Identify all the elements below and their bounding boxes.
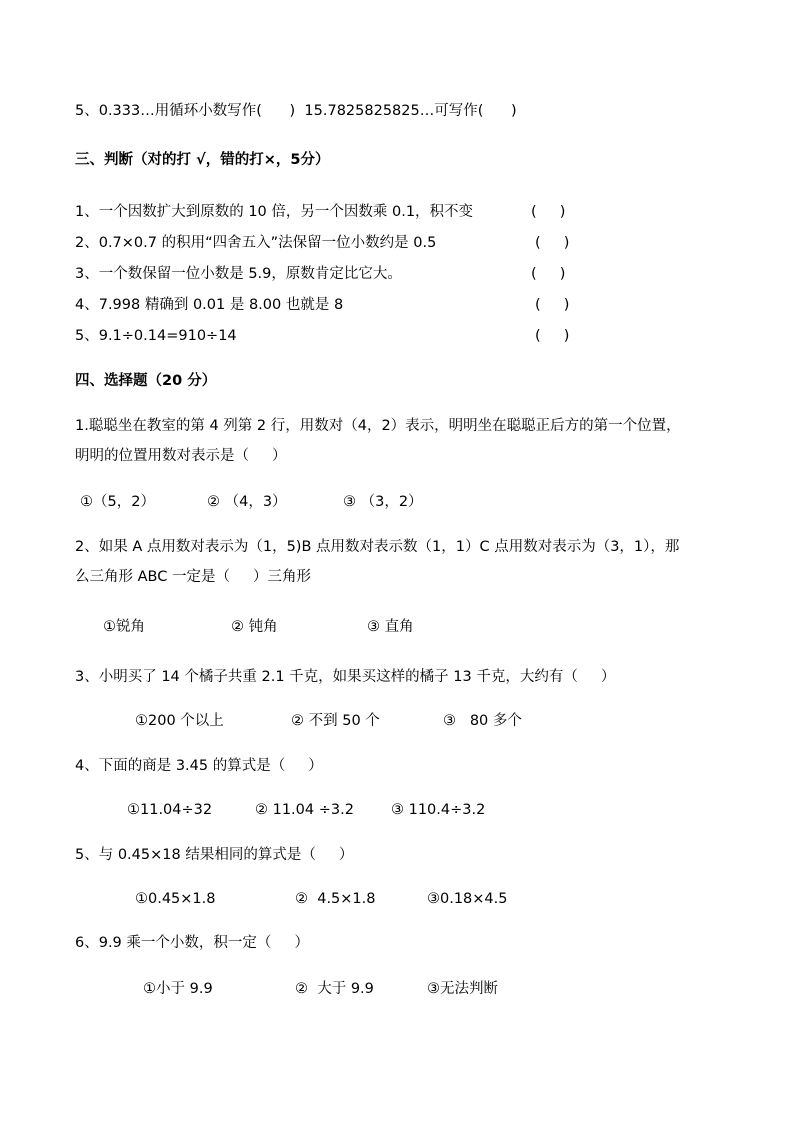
section-heading-choice: 四、选择题（20 分） <box>75 373 217 389</box>
choice-q5-option-1: ①0.45×1.8 <box>135 891 216 907</box>
choice-q2-option-2: ② 钝角 <box>231 619 278 635</box>
choice-q1-option-1: ①（5，2） <box>80 494 155 510</box>
judge-item-3: 3、一个数保留一位小数是 5.9，原数肯定比它大。 <box>75 266 402 282</box>
choice-q2-option-1: ①锐角 <box>103 619 145 635</box>
choice-q5-line1: 5、与 0.45×18 结果相同的算式是（ ） <box>75 847 354 863</box>
judge-item-5: 5、9.1÷0.14=910÷14 <box>75 328 237 344</box>
judge-answer-paren-2: ( ) <box>535 235 570 251</box>
choice-q6-option-2: ② 大于 9.9 <box>295 981 374 997</box>
judge-answer-paren-5: ( ) <box>535 328 570 344</box>
choice-q2-line1: 2、如果 A 点用数对表示为（1，5)B 点用数对表示数（1，1）C 点用数对表示为（3，1），那 <box>75 539 680 555</box>
choice-q5-option-2: ② 4.5×1.8 <box>295 891 376 907</box>
choice-q3-line1: 3、小明买了 14 个橘子共重 2.1 千克，如果买这样的橘子 13 千克，大约有（ ） <box>75 669 616 685</box>
judge-answer-paren-3: ( ) <box>531 266 566 282</box>
choice-q3-option-3: ③ 80 多个 <box>443 713 522 729</box>
choice-q4-option-1: ①11.04÷32 <box>127 802 213 818</box>
judge-item-2: 2、0.7×0.7 的积用“四舍五入”法保留一位小数约是 0.5 <box>75 235 437 251</box>
choice-q2-option-3: ③ 直角 <box>367 619 414 635</box>
judge-answer-paren-1: ( ) <box>531 204 566 220</box>
choice-q6-line1: 6、9.9 乘一个小数，积一定（ ） <box>75 935 309 951</box>
judge-answer-paren-4: ( ) <box>535 297 570 313</box>
fill-blank-q5: 5、0.333…用循环小数写作( ) 15.7825825825…可写作( ) <box>75 103 517 119</box>
choice-q2-line2: 么三角形 ABC 一定是（ ）三角形 <box>75 569 311 585</box>
judge-item-4: 4、7.998 精确到 0.01 是 8.00 也就是 8 <box>75 297 344 313</box>
choice-q6-option-1: ①小于 9.9 <box>143 981 213 997</box>
choice-q3-option-2: ② 不到 50 个 <box>291 713 380 729</box>
choice-q1-option-3: ③ （3，2） <box>343 494 423 510</box>
choice-q4-option-2: ② 11.04 ÷3.2 <box>255 802 354 818</box>
choice-q4-option-3: ③ 110.4÷3.2 <box>391 802 486 818</box>
choice-q1-option-2: ② （4，3） <box>207 494 287 510</box>
choice-q1-line1: 1.聪聪坐在教室的第 4 列第 2 行，用数对（4，2）表示，明明坐在聪聪正后方的第一个位置， <box>75 418 681 434</box>
section-heading-judge: 三、判断（对的打 √，错的打×，5分） <box>75 152 330 168</box>
choice-q4-line1: 4、下面的商是 3.45 的算式是（ ） <box>75 758 323 774</box>
choice-q5-option-3: ③0.18×4.5 <box>427 891 508 907</box>
choice-q6-option-3: ③无法判断 <box>427 981 498 997</box>
judge-item-1: 1、一个因数扩大到原数的 10 倍，另一个因数乘 0.1，积不变 <box>75 204 474 220</box>
choice-q1-line2: 明明的位置用数对表示是（ ） <box>75 448 287 464</box>
choice-q3-option-1: ①200 个以上 <box>135 713 224 729</box>
